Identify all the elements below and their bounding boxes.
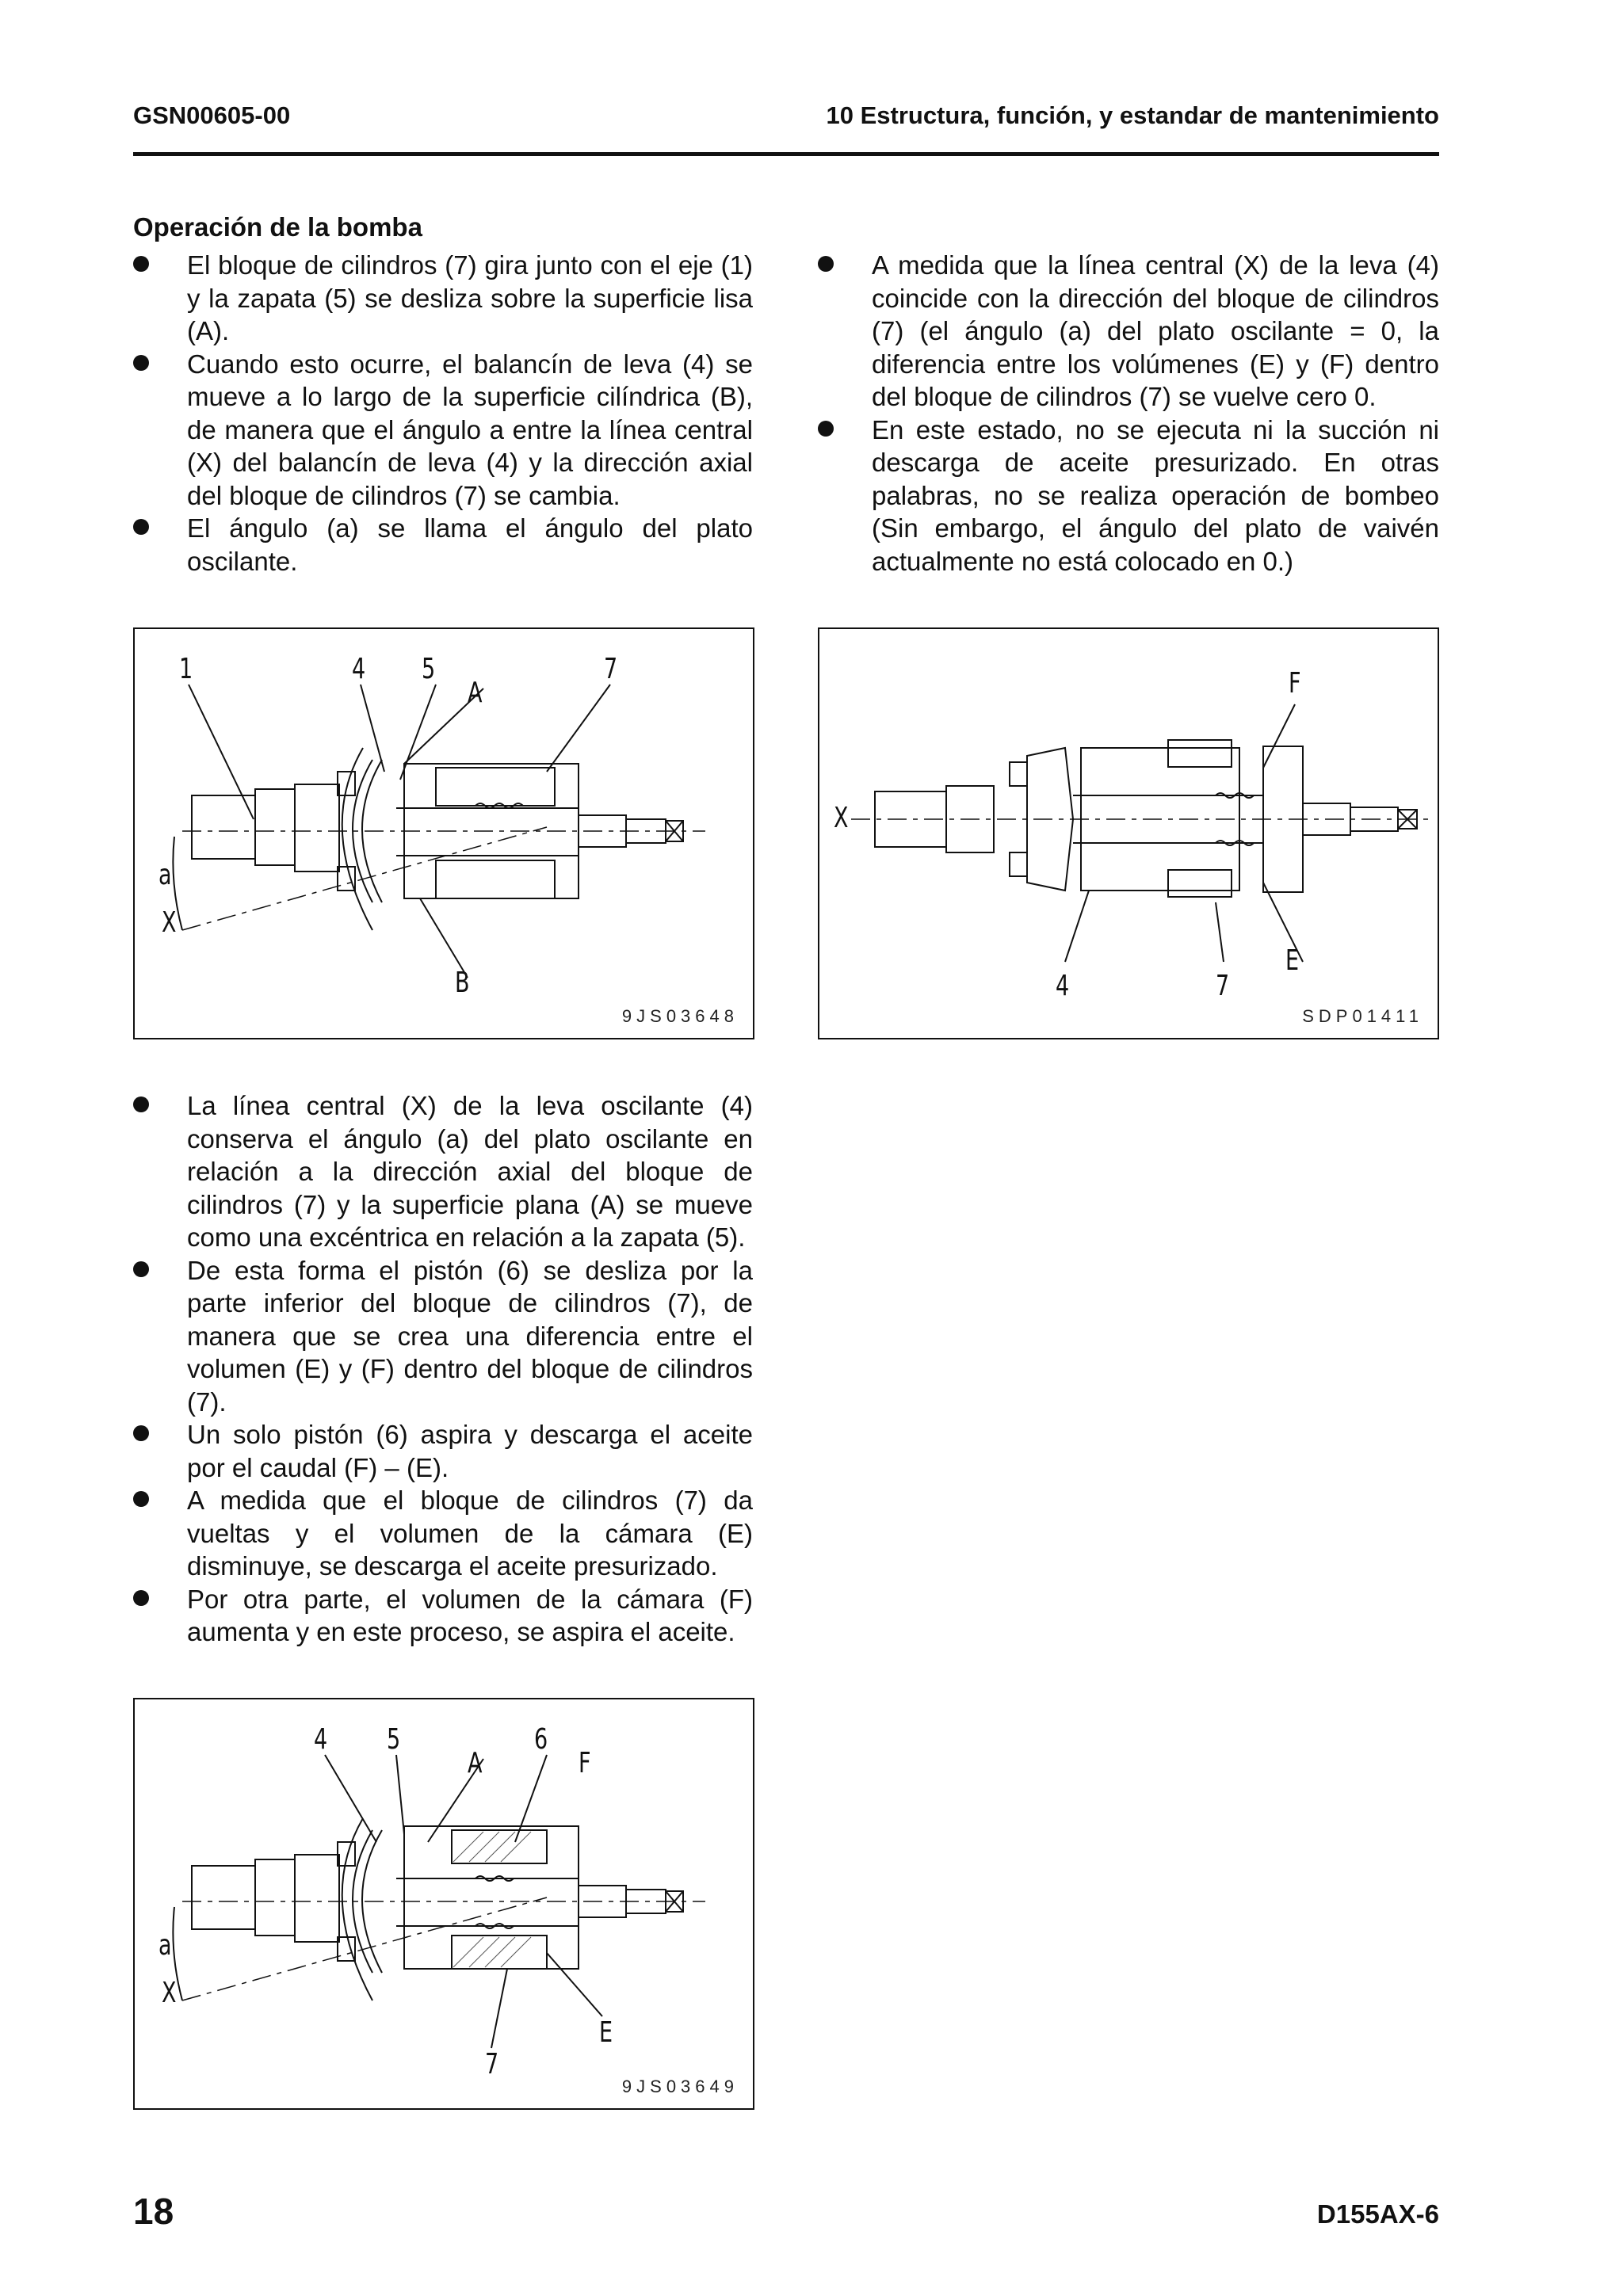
callout-5: 5 — [387, 1723, 401, 1756]
callout-6: 6 — [534, 1723, 548, 1756]
figure-code: 9JS03649 — [621, 2077, 739, 2096]
list-item: En este estado, no se ejecuta ni la succión ni descarga de aceite presurizado. En otras palabras, no se realiza operación de bombeo (Sin embargo, el ángulo del plato de vaivén actualmente no está colocado en 0.) — [818, 414, 1439, 578]
bullet-icon — [133, 1425, 149, 1441]
bullet-icon — [133, 519, 149, 535]
bullet-icon — [133, 1590, 149, 1606]
list-item: A medida que el bloque de cilindros (7) da vueltas y el volumen de la cámara (E) disminuye, se descarga el aceite presurizado. — [133, 1484, 753, 1583]
model-code: D155AX-6 — [1316, 2199, 1439, 2229]
chapter-title: 10 Estructura, función, y estandar de mantenimiento — [826, 101, 1439, 129]
pump-drawing-3 — [135, 1699, 753, 2108]
callout-X: X — [834, 802, 849, 834]
list-item: El bloque de cilindros (7) gira junto con el eje (1) y la zapata (5) se desliza sobre la superficie lisa (A). — [133, 249, 753, 348]
bullet-icon — [133, 256, 149, 272]
list-item: Un solo pistón (6) aspira y descarga el aceite por el caudal (F) – (E). — [133, 1418, 753, 1484]
page-number: 18 — [133, 2191, 174, 2232]
text-column-bottom-left — [133, 1089, 753, 1649]
callout-7: 7 — [1216, 970, 1230, 1002]
figure-swash-pump-neutral — [818, 627, 1439, 1039]
callout-A: A — [468, 1747, 483, 1779]
header-rule — [133, 152, 1439, 156]
callout-4: 4 — [314, 1723, 328, 1756]
bullet-icon — [818, 421, 834, 437]
callout-A: A — [468, 677, 483, 709]
section-title: Operación de la bomba — [133, 212, 422, 242]
callout-4: 4 — [352, 653, 366, 685]
callout-X: X — [162, 906, 177, 939]
bullet-icon — [133, 1261, 149, 1277]
callout-7: 7 — [485, 2048, 499, 2081]
bullet-icon — [818, 256, 834, 272]
bullet-icon — [133, 1491, 149, 1507]
bullet-icon — [133, 1097, 149, 1112]
text-column-top-left — [133, 249, 753, 578]
callout-F: F — [579, 1747, 591, 1779]
callout-7: 7 — [604, 653, 618, 685]
list-item: La línea central (X) de la leva oscilante (4) conserva el ángulo (a) del plato oscilante en relación a la dirección axial del bloque de cilindros (7) y la superficie plana (A) se mueve como una excéntrica en relación a la zapata (5). — [133, 1089, 753, 1254]
callout-X: X — [162, 1977, 177, 2009]
list-item: El ángulo (a) se llama el ángulo del plato oscilante. — [133, 512, 753, 578]
callout-a: a — [158, 859, 172, 891]
figure-code: SDP01411 — [1302, 1006, 1423, 1026]
list-item: Cuando esto ocurre, el balancín de leva (4) se mueve a lo largo de la superficie cilíndrica (B), de manera que el ángulo a entre la línea central (X) del balancín de leva (4) y la dirección axial del bloque de cilindros (7) se cambia. — [133, 348, 753, 513]
figure-swash-pump-piston — [133, 1698, 754, 2110]
list-item: Por otra parte, el volumen de la cámara (F) aumenta y en este proceso, se aspira el aceite. — [133, 1583, 753, 1649]
list-item: De esta forma el pistón (6) se desliza por la parte inferior del bloque de cilindros (7), de manera que se crea una diferencia entre el volumen (E) y (F) dentro del bloque de cilindros (7). — [133, 1254, 753, 1419]
callout-F: F — [1289, 667, 1301, 700]
doc-code: GSN00605-00 — [133, 101, 291, 129]
callout-a: a — [158, 1929, 172, 1962]
figure-swash-pump-angled — [133, 627, 754, 1039]
text-column-top-right — [818, 249, 1439, 578]
bullet-icon — [133, 355, 149, 371]
pump-drawing-1 — [135, 629, 753, 1038]
callout-E: E — [1285, 944, 1300, 977]
callout-1: 1 — [179, 653, 193, 685]
callout-B: B — [455, 967, 470, 999]
list-item: A medida que la línea central (X) de la leva (4) coincide con la dirección del bloque de cilindros (7) (el ángulo (a) del plato oscilante = 0, la diferencia entre los volúmenes (E) y (F) dentro del bloque de cilindros (7) se vuelve cero 0. — [818, 249, 1439, 414]
callout-4: 4 — [1056, 970, 1070, 1002]
pump-drawing-2 — [819, 629, 1438, 1038]
callout-5: 5 — [422, 653, 436, 685]
callout-E: E — [599, 2016, 613, 2049]
figure-code: 9JS03648 — [621, 1006, 739, 1026]
